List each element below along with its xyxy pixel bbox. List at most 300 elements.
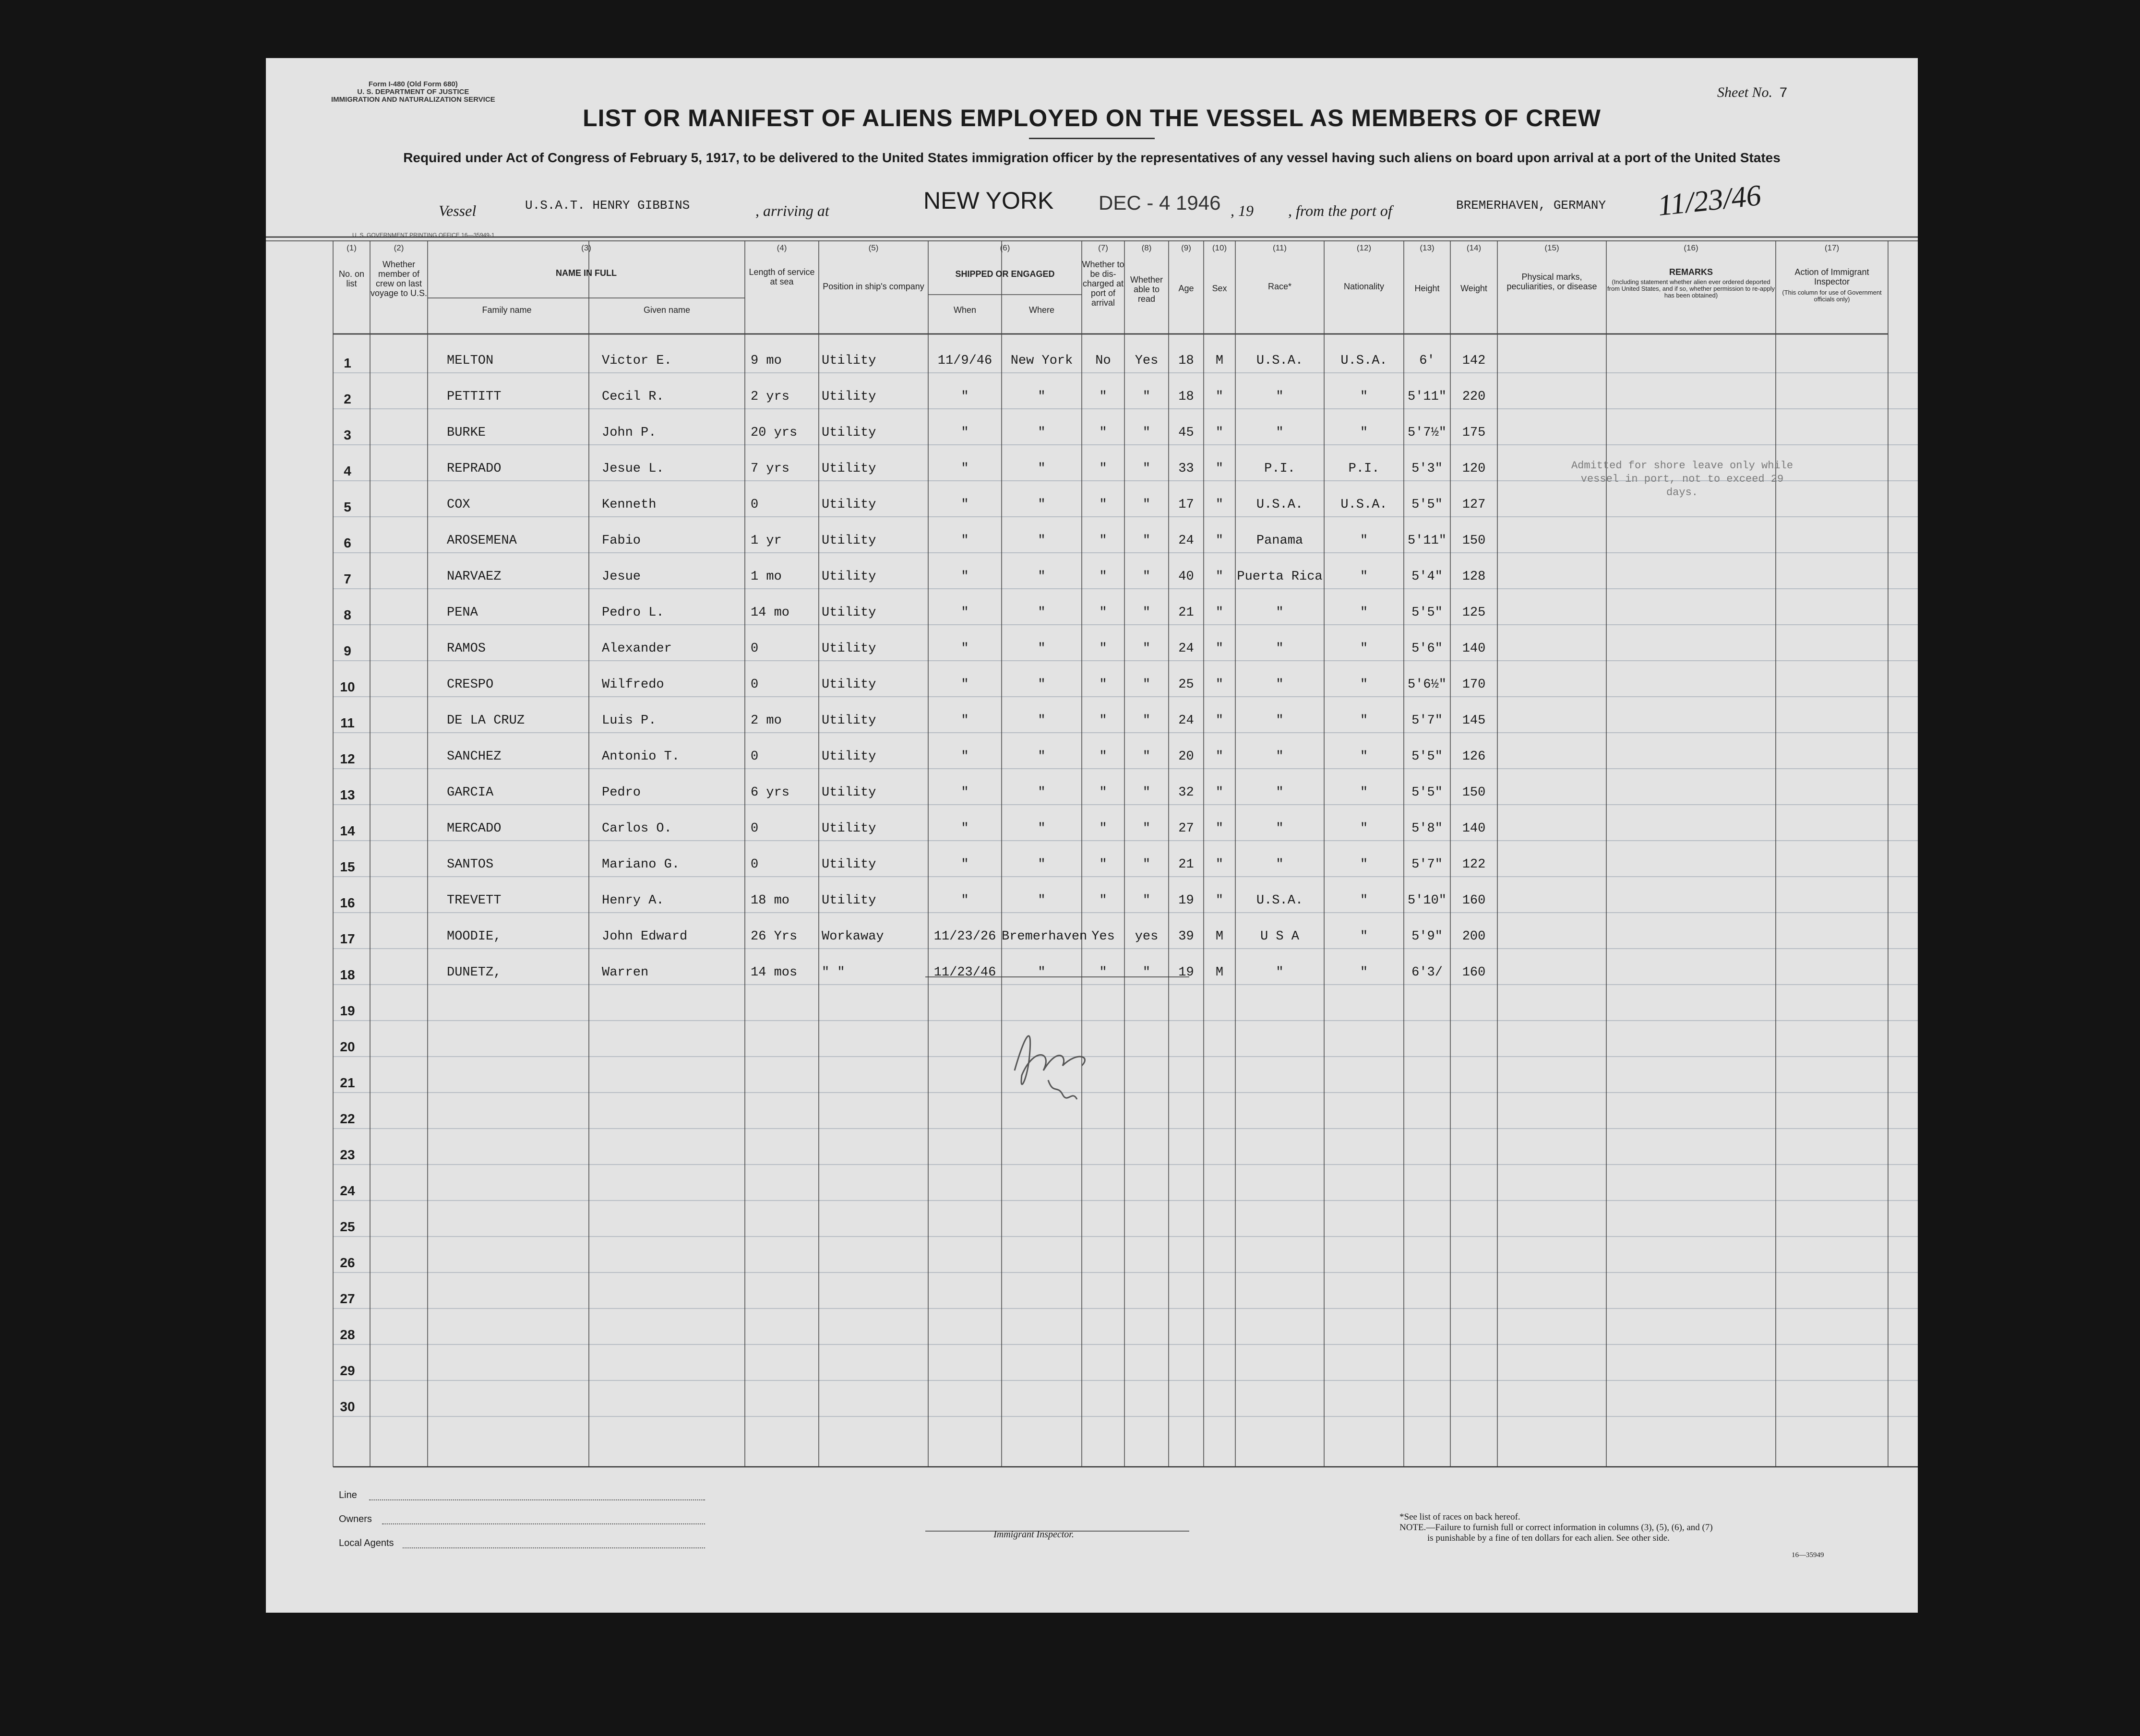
cell-where: " <box>1038 534 1046 548</box>
manifest-sheet <box>266 58 1918 1613</box>
line-label: Line <box>339 1490 357 1500</box>
cell-weight: 170 <box>1462 678 1486 692</box>
cell-family: COX <box>447 498 470 512</box>
cell-position: Utility <box>822 498 876 512</box>
cell-read: " <box>1142 426 1151 440</box>
cell-race: " <box>1276 606 1284 620</box>
cell-where: " <box>1038 965 1046 980</box>
cell-height: 5'6" <box>1411 642 1443 656</box>
cell-where: " <box>1038 426 1046 440</box>
footnote: *See list of races on back hereof. NOTE.—Failure to furnish full or correct information in columns (3), (5), (6), and (7) is punishable by a fine of ten dollars for each alien. See other side. <box>1399 1512 1713 1543</box>
row-number: 28 <box>340 1327 355 1342</box>
cell-nationality: " <box>1360 821 1368 836</box>
cell-family: MELTON <box>447 354 494 368</box>
cell-discharged: " <box>1099 678 1107 692</box>
cell-when: " <box>961 426 969 440</box>
cell-nationality: " <box>1360 678 1368 692</box>
cell-where: " <box>1038 498 1046 512</box>
cell-sex: " <box>1215 462 1224 476</box>
cell-family: CRESPO <box>447 678 494 692</box>
column-number: (1) <box>347 243 357 252</box>
cell-discharged: No <box>1095 354 1111 368</box>
cell-age: 27 <box>1178 821 1194 836</box>
cell-given: Jesue L. <box>602 462 664 476</box>
cell-given: Pedro <box>602 785 641 800</box>
cell-family: PENA <box>447 606 478 620</box>
cell-sex: " <box>1215 857 1224 872</box>
cell-race: " <box>1276 749 1284 764</box>
cell-sex: " <box>1215 570 1224 584</box>
row-number: 24 <box>340 1183 355 1198</box>
form-identifier: Form I-480 (Old Form 680) U. S. DEPARTMENT OF JUSTICE IMMIGRATION AND NATURALIZATION SERVICE <box>331 80 495 104</box>
cell-sex: M <box>1215 354 1224 368</box>
cell-position: Utility <box>822 785 876 800</box>
cell-discharged: " <box>1099 857 1107 872</box>
inspector-signature <box>1015 1036 1085 1099</box>
cell-discharged: " <box>1099 749 1107 764</box>
age-header: Age <box>1178 284 1194 293</box>
cell-discharged: " <box>1099 785 1107 800</box>
cell-weight: 125 <box>1462 606 1486 620</box>
cell-height: 5'7½" <box>1407 426 1447 440</box>
cell-nationality: " <box>1360 534 1368 548</box>
cell-given: Warren <box>602 965 649 980</box>
cell-nationality: " <box>1360 713 1368 728</box>
column-number: (11) <box>1273 243 1287 252</box>
cell-age: 40 <box>1178 570 1194 584</box>
row-number: 17 <box>340 931 355 946</box>
owners-label: Owners <box>339 1514 372 1524</box>
cell-where: " <box>1038 749 1046 764</box>
able-read-header: Whether able to read <box>1130 275 1163 304</box>
name-in-full-header: NAME IN FULL <box>556 268 617 278</box>
cell-position: Utility <box>822 857 876 872</box>
cell-where: Bremerhaven <box>1002 929 1088 944</box>
cell-nationality: " <box>1360 749 1368 764</box>
cell-read: " <box>1142 749 1151 764</box>
cell-length: 7 yrs <box>751 462 790 476</box>
cell-nationality: " <box>1360 785 1368 800</box>
row-number: 9 <box>344 643 351 658</box>
cell-sex: " <box>1215 713 1224 728</box>
row-number: 25 <box>340 1219 355 1234</box>
cell-race: Panama <box>1256 534 1303 548</box>
column-number: (2) <box>394 243 404 252</box>
cell-read: " <box>1142 462 1151 476</box>
cell-weight: 150 <box>1462 534 1486 548</box>
when-header: When <box>953 305 977 315</box>
weight-header: Weight <box>1460 284 1487 293</box>
cell-weight: 145 <box>1462 713 1486 728</box>
cell-given: Carlos O. <box>602 821 672 836</box>
cell-sex: " <box>1215 606 1224 620</box>
cell-where: " <box>1038 857 1046 872</box>
cell-age: 20 <box>1178 749 1194 764</box>
cell-given: Mariano G. <box>602 857 680 872</box>
row-number: 14 <box>340 823 355 838</box>
cell-length: 0 <box>751 857 759 872</box>
row-number: 16 <box>340 895 355 910</box>
cell-discharged: " <box>1099 713 1107 728</box>
column-number: (6) <box>1000 243 1010 252</box>
cell-nationality: " <box>1360 570 1368 584</box>
cell-weight: 160 <box>1462 893 1486 908</box>
cell-family: REPRADO <box>447 462 502 476</box>
column-number: (4) <box>777 243 787 252</box>
cell-family: BURKE <box>447 426 486 440</box>
cell-family: GARCIA <box>447 785 494 800</box>
cell-race: " <box>1276 713 1284 728</box>
cell-height: 5'3" <box>1411 462 1443 476</box>
cell-sex: " <box>1215 498 1224 512</box>
cell-when: " <box>961 749 969 764</box>
cell-weight: 200 <box>1462 929 1486 944</box>
row-number: 11 <box>340 715 355 730</box>
cell-when: " <box>961 821 969 836</box>
cell-discharged: " <box>1099 965 1107 980</box>
cell-nationality: " <box>1360 642 1368 656</box>
cell-weight: 160 <box>1462 965 1486 980</box>
cell-length: 14 mo <box>751 606 790 620</box>
cell-discharged: " <box>1099 642 1107 656</box>
cell-race: " <box>1276 390 1284 404</box>
cell-position: Utility <box>822 570 876 584</box>
cell-position: Utility <box>822 390 876 404</box>
cell-age: 24 <box>1178 642 1194 656</box>
cell-position: Utility <box>822 713 876 728</box>
owners-field <box>382 1523 705 1524</box>
cell-given: Pedro L. <box>602 606 664 620</box>
cell-position: Workaway <box>822 929 884 944</box>
cell-read: " <box>1142 785 1151 800</box>
cell-position: Utility <box>822 606 876 620</box>
position-header: Position in ship's company <box>823 282 924 291</box>
cell-sex: " <box>1215 749 1224 764</box>
cell-where: " <box>1038 893 1046 908</box>
cell-where: " <box>1038 678 1046 692</box>
cell-height: 5'7" <box>1411 857 1443 872</box>
cell-length: 9 mo <box>751 354 782 368</box>
cell-height: 5'5" <box>1411 785 1443 800</box>
arriving-label: , arriving at <box>755 202 829 219</box>
cell-age: 21 <box>1178 606 1194 620</box>
action-header: Action of Immigrant Inspector <box>1794 267 1869 286</box>
year-label: , 19 <box>1231 202 1254 219</box>
column-number: (14) <box>1466 243 1482 252</box>
cell-position: Utility <box>822 893 876 908</box>
cell-read: " <box>1142 857 1151 872</box>
cell-family: AROSEMENA <box>447 534 517 548</box>
local-agents-field <box>403 1547 705 1548</box>
cell-when: " <box>961 606 969 620</box>
cell-nationality: " <box>1360 390 1368 404</box>
cell-when: " <box>961 678 969 692</box>
cell-where: " <box>1038 821 1046 836</box>
sex-header: Sex <box>1212 284 1227 293</box>
row-number: 3 <box>344 428 351 442</box>
race-header: Race* <box>1267 282 1292 291</box>
remarks-note-header: (Including statement whether alien ever ordered deported from United States, and if so, whether permission to re-apply has been obtained) <box>1607 278 1775 299</box>
cell-length: 0 <box>751 821 759 836</box>
cell-age: 18 <box>1178 390 1194 404</box>
cell-sex: " <box>1215 642 1224 656</box>
discharged-header: Whether to be dis-charged at port of arrival <box>1082 260 1124 308</box>
cell-given: John P. <box>602 426 657 440</box>
cell-age: 32 <box>1178 785 1194 800</box>
cell-sex: " <box>1215 678 1224 692</box>
cell-race: " <box>1276 642 1284 656</box>
line-field <box>369 1499 705 1500</box>
cell-sex: M <box>1215 929 1224 944</box>
row-number: 2 <box>344 392 351 406</box>
cell-when: 11/23/46 <box>933 965 996 980</box>
column-number: (8) <box>1141 243 1152 252</box>
cell-age: 39 <box>1178 929 1194 944</box>
cell-where: " <box>1038 713 1046 728</box>
cell-sex: M <box>1215 965 1224 980</box>
cell-when: " <box>961 534 969 548</box>
cell-when: 11/23/26 <box>933 929 996 944</box>
cell-read: Yes <box>1135 354 1159 368</box>
cell-age: 45 <box>1178 426 1194 440</box>
cell-length: 0 <box>751 678 759 692</box>
row-number: 26 <box>340 1255 355 1270</box>
cell-where: " <box>1038 570 1046 584</box>
height-header: Height <box>1414 284 1440 293</box>
cell-read: " <box>1142 390 1151 404</box>
cell-position: Utility <box>822 678 876 692</box>
row-number: 12 <box>340 751 355 766</box>
cell-given: Antonio T. <box>602 749 680 764</box>
cell-length: 0 <box>751 749 759 764</box>
cell-sex: " <box>1215 534 1224 548</box>
cell-given: Luis P. <box>602 713 657 728</box>
cell-given: Cecil R. <box>602 390 664 404</box>
cell-given: John Edward <box>602 929 688 944</box>
manifest-subtitle: Required under Act of Congress of February 5, 1917, to be delivered to the United States immigration officer by the representatives of any vessel having such aliens on board upon arrival at a port of the United States <box>403 150 1781 165</box>
row-number: 6 <box>344 535 351 550</box>
cell-sex: " <box>1215 785 1224 800</box>
cell-race: U.S.A. <box>1256 498 1303 512</box>
cell-weight: 142 <box>1462 354 1486 368</box>
length-service-header: Length of service at sea <box>749 267 815 286</box>
cell-discharged: " <box>1099 390 1107 404</box>
row-number: 15 <box>340 859 355 874</box>
column-number: (9) <box>1181 243 1191 252</box>
cell-read: " <box>1142 965 1151 980</box>
row-number: 7 <box>344 571 351 586</box>
cell-given: Fabio <box>602 534 641 548</box>
family-name-header: Family name <box>482 305 532 315</box>
cell-given: Wilfredo <box>602 678 664 692</box>
cell-read: " <box>1142 678 1151 692</box>
column-number: (3) <box>581 243 591 252</box>
cell-family: MOODIE, <box>447 929 502 944</box>
cell-position: Utility <box>822 534 876 548</box>
cell-height: 5'6½" <box>1407 678 1447 692</box>
cell-where: New York <box>1010 354 1073 368</box>
cell-read: " <box>1142 570 1151 584</box>
given-name-header: Given name <box>643 305 691 315</box>
cell-discharged: " <box>1099 426 1107 440</box>
cell-nationality: " <box>1360 606 1368 620</box>
row-number: 19 <box>340 1003 355 1018</box>
cell-discharged: " <box>1099 821 1107 836</box>
cell-when: " <box>961 785 969 800</box>
cell-length: 18 mo <box>751 893 790 908</box>
cell-nationality: " <box>1360 857 1368 872</box>
cell-when: " <box>961 893 969 908</box>
row-number: 22 <box>340 1111 355 1126</box>
cell-family: PETTITT <box>447 390 502 404</box>
row-number: 21 <box>340 1075 355 1090</box>
cell-length: 14 mos <box>751 965 798 980</box>
where-header: Where <box>1028 305 1054 315</box>
cell-discharged: " <box>1099 462 1107 476</box>
cell-weight: 126 <box>1462 749 1486 764</box>
form-code: 16—35949 <box>1792 1551 1824 1559</box>
cell-given: Victor E. <box>602 354 672 368</box>
cell-discharged: " <box>1099 534 1107 548</box>
cell-when: 11/9/46 <box>937 354 992 368</box>
cell-weight: 175 <box>1462 426 1486 440</box>
cell-where: " <box>1038 606 1046 620</box>
cell-race: U.S.A. <box>1256 354 1303 368</box>
cell-age: 33 <box>1178 462 1194 476</box>
cell-age: 19 <box>1178 893 1194 908</box>
column-number: (16) <box>1684 243 1698 252</box>
cell-family: SANCHEZ <box>447 749 502 764</box>
cell-discharged: " <box>1099 498 1107 512</box>
cell-race: " <box>1276 857 1284 872</box>
cell-given: Alexander <box>602 642 672 656</box>
cell-nationality: " <box>1360 929 1368 944</box>
row-number: 8 <box>344 607 351 622</box>
cell-where: " <box>1038 390 1046 404</box>
cell-height: 5'11" <box>1407 534 1447 548</box>
cell-age: 18 <box>1178 354 1194 368</box>
cell-height: 5'11" <box>1407 390 1447 404</box>
cell-read: " <box>1142 498 1151 512</box>
immigrant-inspector-label: Immigrant Inspector. <box>993 1529 1074 1540</box>
cell-position: Utility <box>822 462 876 476</box>
cell-age: 24 <box>1178 713 1194 728</box>
cell-given: Henry A. <box>602 893 664 908</box>
cell-length: 26 Yrs <box>751 929 798 944</box>
cell-when: " <box>961 390 969 404</box>
cell-height: 6'3/ <box>1411 965 1443 980</box>
cell-length: 1 yr <box>751 534 782 548</box>
row-number: 10 <box>340 679 355 694</box>
cell-race: " <box>1276 678 1284 692</box>
cell-race: U S A <box>1260 929 1299 944</box>
cell-position: Utility <box>822 354 876 368</box>
cell-given: Jesue <box>602 570 641 584</box>
cell-when: " <box>961 857 969 872</box>
cell-read: " <box>1142 713 1151 728</box>
cell-discharged: " <box>1099 570 1107 584</box>
cell-height: 5'4" <box>1411 570 1443 584</box>
cell-length: 2 yrs <box>751 390 790 404</box>
cell-race: Puerta Rica <box>1237 570 1323 584</box>
cell-family: RAMOS <box>447 642 486 656</box>
cell-weight: 150 <box>1462 785 1486 800</box>
cell-height: 5'5" <box>1411 498 1443 512</box>
cell-race: " <box>1276 821 1284 836</box>
row-number: 30 <box>340 1399 355 1414</box>
printer-note: U. S. GOVERNMENT PRINTING OFFICE 16—35949-1 <box>352 232 495 238</box>
column-number: (17) <box>1824 243 1840 252</box>
cell-height: 6' <box>1419 354 1435 368</box>
cell-race: " <box>1276 965 1284 980</box>
no-on-list-header: No. on list <box>338 269 365 288</box>
row-number: 27 <box>340 1291 355 1306</box>
local-agents-label: Local Agents <box>339 1538 394 1548</box>
row-number: 29 <box>340 1363 355 1378</box>
cell-discharged: Yes <box>1091 929 1115 944</box>
cell-weight: 140 <box>1462 821 1486 836</box>
cell-discharged: " <box>1099 606 1107 620</box>
cell-length: 1 mo <box>751 570 782 584</box>
cell-sex: " <box>1215 893 1224 908</box>
cell-when: " <box>961 462 969 476</box>
row-number: 13 <box>340 787 355 802</box>
row-number: 5 <box>344 499 351 514</box>
cell-weight: 122 <box>1462 857 1486 872</box>
cell-position: Utility <box>822 426 876 440</box>
cell-read: " <box>1142 642 1151 656</box>
cell-age: 25 <box>1178 678 1194 692</box>
cell-race: P.I. <box>1264 462 1295 476</box>
cell-length: 0 <box>751 642 759 656</box>
from-port-label: , from the port of <box>1288 202 1392 219</box>
column-number: (7) <box>1098 243 1108 252</box>
cell-position: Utility <box>822 821 876 836</box>
shore-leave-stamp: Admitted for shore leave only while vessel in port, not to exceed 29 days. <box>1571 460 1793 499</box>
cell-age: 19 <box>1178 965 1194 980</box>
row-number: 4 <box>344 464 351 478</box>
cell-weight: 220 <box>1462 390 1486 404</box>
cell-weight: 128 <box>1462 570 1486 584</box>
column-number: (10) <box>1212 243 1227 252</box>
arrival-date-stamp: DEC - 4 1946 <box>1099 191 1221 214</box>
cell-when: " <box>961 642 969 656</box>
manifest-title: LIST OR MANIFEST OF ALIENS EMPLOYED ON THE VESSEL AS MEMBERS OF CREW <box>583 105 1601 131</box>
cell-length: 20 yrs <box>751 426 798 440</box>
from-port: BREMERHAVEN, GERMANY <box>1456 198 1606 213</box>
cell-age: 17 <box>1178 498 1194 512</box>
column-number: (5) <box>868 243 879 252</box>
cell-height: 5'7" <box>1411 713 1443 728</box>
cell-when: " <box>961 498 969 512</box>
cell-position: " " <box>822 965 845 980</box>
handwritten-date: 11/23/46 <box>1656 178 1763 223</box>
cell-height: 5'10" <box>1407 893 1447 908</box>
cell-read: " <box>1142 606 1151 620</box>
row-number: 20 <box>340 1039 355 1054</box>
cell-length: 2 mo <box>751 713 782 728</box>
cell-family: MERCADO <box>447 821 502 836</box>
cell-where: " <box>1038 785 1046 800</box>
cell-read: " <box>1142 893 1151 908</box>
cell-family: NARVAEZ <box>447 570 502 584</box>
row-number: 1 <box>344 356 351 370</box>
cell-read: " <box>1142 821 1151 836</box>
cell-nationality: P.I. <box>1348 462 1380 476</box>
cell-nationality: " <box>1360 426 1368 440</box>
cell-read: " <box>1142 534 1151 548</box>
vessel-line: Vessel <box>439 202 477 219</box>
